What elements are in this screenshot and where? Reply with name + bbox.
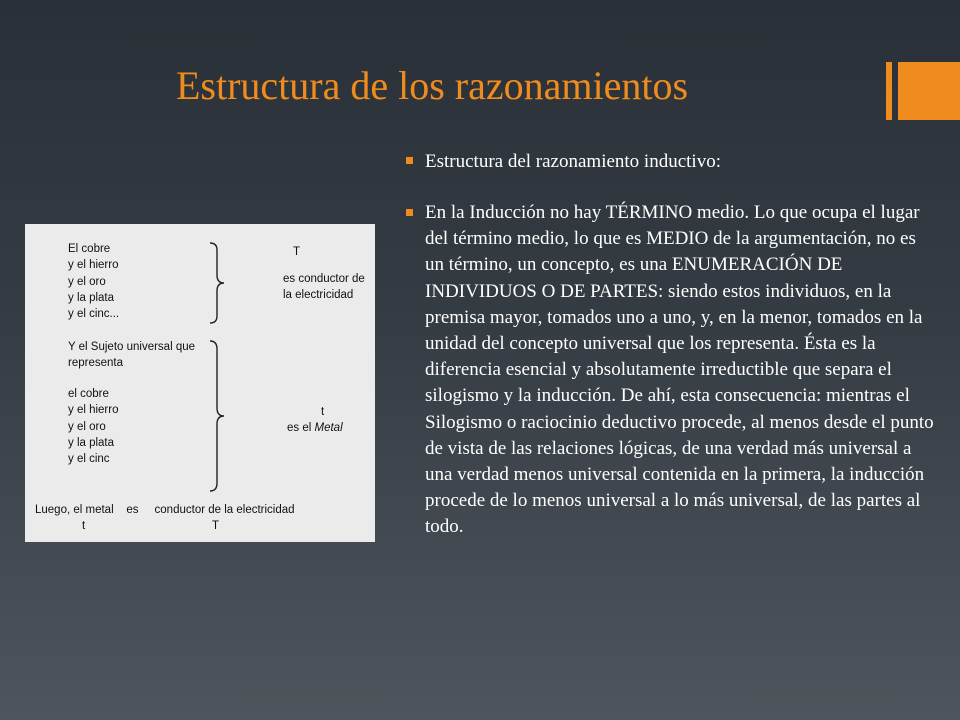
bullet-item: [406, 148, 936, 176]
major-predicate: es conductor de la electricidad: [283, 273, 365, 302]
square-bullet-icon: [406, 157, 413, 164]
induction-diagram: [25, 224, 375, 542]
major-premise-list: El cobre y el hierro y el oro y la plata y el cinc...: [68, 243, 120, 321]
right-brace-icon: [207, 340, 229, 492]
conclusion-T-label: T: [212, 520, 220, 532]
right-brace-icon: [207, 242, 229, 324]
accent-bar-thick: [898, 62, 960, 120]
major-T-label: T: [293, 246, 301, 258]
minor-premise-list: el cobre y el hierro y el oro y la plata y el cinc: [68, 388, 119, 466]
accent-bar-thin: [886, 62, 892, 120]
bullet-item: [406, 200, 936, 541]
minor-predicate: es el Metal: [287, 422, 343, 434]
square-bullet-icon: [406, 209, 413, 216]
bullet-list: [406, 148, 936, 541]
minor-t-label: t: [321, 406, 325, 418]
slide-title: Estructura de los razonamientos: [176, 63, 689, 108]
bullet-text: En la Inducción no hay TÉRMINO medio. Lo que ocupa el lugar del término medio, lo que es MEDIO de la argumentación, no es un término, un concepto, es una ENUMERACIÓN DE INDIVIDUOS O DE PARTES: siendo estos individuos, en la premisa mayor, tomados uno a uno, y, en la menor, tomados en la unidad del concepto universal que los representa. Ésta es la diferencia esencial y absolutamente irreductible que separa el silogismo y la inducción. De ahí, esta consecuencia: mientras el Silogismo o raciocinio deductivo procede, al menos desde el punto de vista de las relaciones lógicas, de una verdad más universal a una verdad menos universal contenida en la primera, la inducción procede de lo menos universal a lo más universal, de las partes al todo.: [425, 202, 934, 538]
bullet-text: Estructura del razonamiento inductivo:: [425, 151, 721, 172]
metal-term: Metal: [314, 422, 343, 434]
universal-subject-label: Y el Sujeto universal que representa: [68, 341, 196, 370]
conclusion-t-label: t: [82, 520, 86, 532]
conclusion-line: Luego, el metal es conductor de la electricidad: [35, 504, 295, 516]
